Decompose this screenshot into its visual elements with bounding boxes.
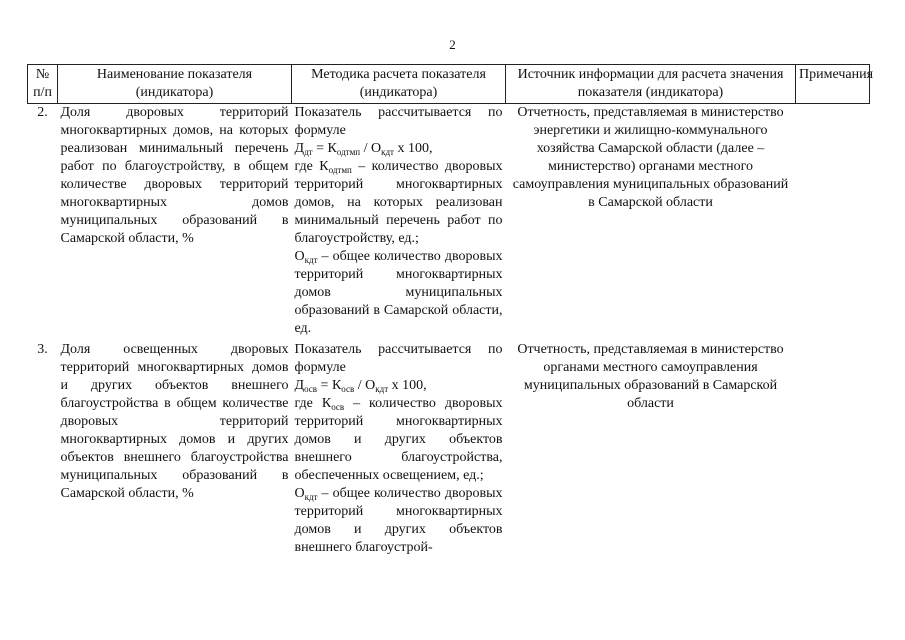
information-source: Отчетность, представляемая в министерство энергетики и жилищно-коммунального хозяйства Самарской области (далее – министерство) органами местного самоуправления муниципальных образований в Самарской области [512,105,789,210]
indicator-name: Доля дворовых территорий многоквартирных домов, на которых реализован минимальный перечень работ по благоустройству, в общем количестве дворовых территорий многоквартирных домов муниципальных образований в Самарской области, % [60,105,289,246]
indicator-name: Доля освещенных дворовых территорий многоквартирных домов и других объектов внешнего благоустройства в общем количестве дворовых территорий многоквартирных домов и других объектов внешнего благоустройства муниципальных образований в Самарской области, % [60,342,289,501]
header-method: Методика расчета показателя (индикатора) [292,65,506,104]
row-number: 2. [37,105,48,120]
definition-denominator: $О_{кдт}$ – общее количество дворовых территорий многоквартирных домов муниципальных образований в Самарской области, ед. [294,249,503,336]
formula: $Д_{осв} = К_{осв} / О_{кдт}$ х 100, [294,378,427,394]
definition-numerator: где $К_{одтмп}$ – количество дворовых территорий многоквартирных домов, на которых реализован минимальный перечень работ по благоустройству, ед.; [294,159,503,246]
table-row [28,341,870,560]
table-row [28,104,870,342]
calculation-method [292,104,506,342]
indicator-table [27,64,874,560]
definition-denominator: $О_{кдт}$ – общее количество дворовых территорий многоквартирных домов и других объектов внешнего благоустрой- [294,486,503,555]
row-number: 3. [37,342,48,357]
formula: $Д_{дт} = К_{одтмп} / О_{кдт}$ х 100, [294,141,433,157]
table-header-row [28,65,870,104]
method-intro: Показатель рассчитывается по формуле [294,105,503,138]
header-source: Источник информации для расчета значения показателя (индикатора) [506,65,796,104]
header-note: Примечания [796,65,870,104]
header-name: Наименование показателя (индикатора) [58,65,292,104]
method-intro: Показатель рассчитывается по формуле [294,342,503,375]
page-number: 2 [449,37,456,52]
calculation-method [292,341,506,560]
note-cell [796,341,870,560]
information-source: Отчетность, представляемая в министерство органами местного самоуправления муниципальных образований в Самарской области [517,342,784,411]
header-num: № п/п [28,65,58,104]
definition-numerator: где $К_{осв}$ – количество дворовых территорий многоквартирных домов и других объектов внешнего благоустройства, обеспеченных освещением, ед.; [294,396,503,483]
note-cell [796,104,870,342]
